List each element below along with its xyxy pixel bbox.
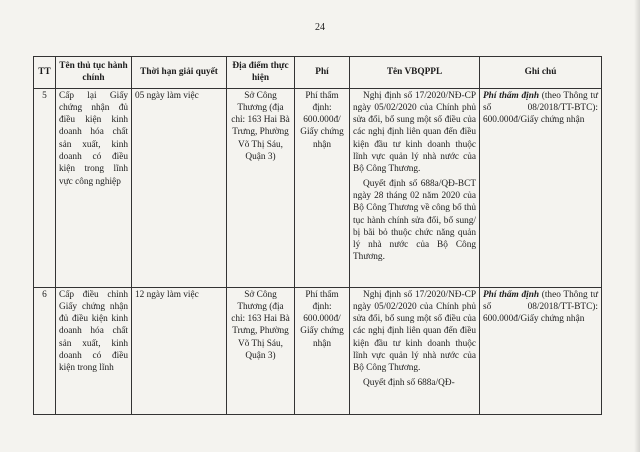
header-fee: Phí (295, 57, 350, 89)
cell-location: Sở Công Thương (địa chỉ: 163 Hai Bà Trưng, Phường Võ Thị Sáu, Quận 3) (227, 88, 295, 287)
cell-time: 05 ngày làm việc (132, 88, 227, 287)
cell-fee: Phí thẩm định: 600.000đ/ Giấy chứng nhận (295, 88, 350, 287)
header-legal: Tên VBQPPL (350, 57, 480, 89)
table-row (34, 287, 602, 414)
page-number: 24 (315, 22, 325, 33)
cell-note (480, 287, 602, 414)
cell-time: 12 ngày làm việc (132, 287, 227, 414)
legal-paragraph: Nghị định số 17/2020/NĐ-CP ngày 05/02/2020 của Chính phủ sửa đổi, bổ sung một số điều của các nghị định liên quan đến điều kiện đầu tư kinh doanh thuộc lĩnh vực quản lý nhà nước của Bộ Công Thương. (353, 90, 476, 175)
legal-paragraph: Quyết định số 688a/QĐ- (363, 377, 455, 388)
header-name: Tên thủ tục hành chính (56, 57, 132, 89)
header-note: Ghi chú (480, 57, 602, 89)
legal-paragraph: Quyết định số 688a/QĐ-BCT ngày 28 tháng 02 năm 2020 của Bộ Công Thương về công bố thủ tục hành chính sửa đổi, bổ sung/ bị bãi bỏ thuộc chức năng quản lý nhà nước của Bộ Công Thương. (353, 178, 476, 263)
cell-procedure-name: Cấp điều chỉnh Giấy chứng nhận đủ điều kiện kinh doanh hóa chất sản xuất, kinh doanh có điều kiện trong lĩnh (56, 287, 132, 414)
cell-legal (350, 88, 480, 287)
cell-location: Sở Công Thương (địa chỉ: 163 Hai Bà Trưng, Phường Võ Thị Sáu, Quận 3) (227, 287, 295, 414)
procedure-table (33, 56, 602, 415)
header-location: Địa điểm thực hiện (227, 57, 295, 89)
legal-paragraph: Nghị định số 17/2020/NĐ-CP ngày 05/02/2020 của Chính phủ sửa đổi, bổ sung một số điều của các nghị định liên quan đến điều kiện đầu tư kinh doanh thuộc lĩnh vực quản lý nhà nước của Bộ Công Thương. (353, 289, 476, 374)
cell-tt: 6 (34, 287, 56, 414)
note-text: (theo Thông tư số 08/2018/TT-BTC): 600.000đ/Giấy chứng nhận (483, 90, 598, 126)
header-time: Thời hạn giải quyết (132, 57, 227, 89)
note-emphasis: Phí thẩm định (483, 289, 540, 300)
table-row (34, 88, 602, 287)
note-emphasis: Phí thẩm định (483, 90, 540, 101)
cell-procedure-name: Cấp lại Giấy chứng nhận đủ điều kiện kinh doanh hóa chất sản xuất, kinh doanh có điều kiện trong lĩnh vực công nghiệp (56, 88, 132, 287)
table-header-row (34, 57, 602, 89)
cell-note (480, 88, 602, 287)
page-edge-shadow (634, 0, 640, 452)
cell-legal (350, 287, 480, 414)
note-text: (theo Thông tư số 08/2018/TT-BTC): 600.000đ/Giấy chứng nhận (483, 289, 598, 325)
cell-fee: Phí thẩm định: 600.000đ/ Giấy chứng nhận (295, 287, 350, 414)
cell-tt: 5 (34, 88, 56, 287)
header-tt: TT (34, 57, 56, 89)
